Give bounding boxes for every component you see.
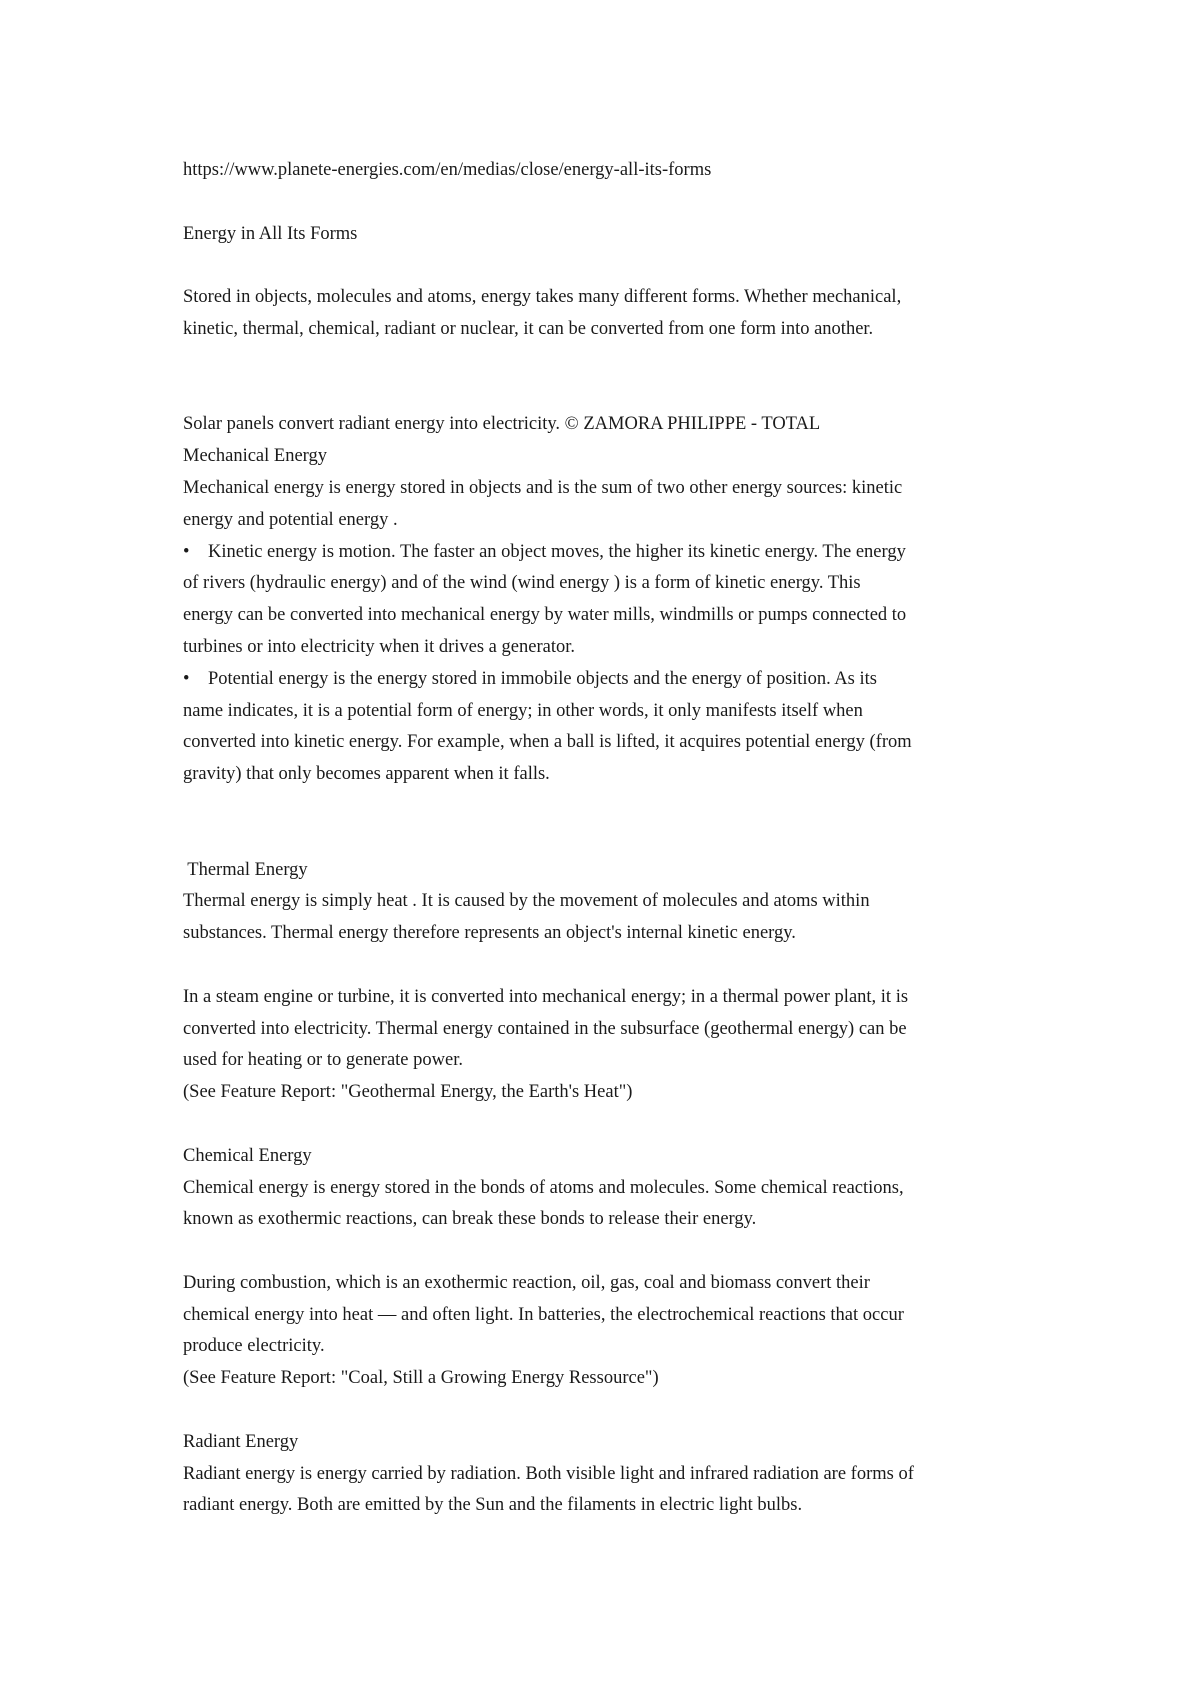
document-title: Energy in All Its Forms — [183, 223, 358, 244]
text-line: Mechanical energy is energy stored in objects and is the sum of two other energy sources: kinetic — [183, 477, 903, 498]
spacer — [183, 346, 1043, 410]
text-line: • Potential energy is the energy stored in immobile objects and the energy of position. As its — [183, 668, 877, 689]
text-line: used for heating or to generate power. — [183, 1050, 463, 1071]
text-line: converted into kinetic energy. For example, when a ball is lifted, it acquires potential energy (from — [183, 732, 912, 753]
spacer — [183, 1109, 1043, 1141]
chemical-body-1 — [183, 1173, 1043, 1237]
potential-bullet — [183, 664, 1043, 791]
chemical-see-also: (See Feature Report: "Coal, Still a Growing Energy Ressource") — [183, 1368, 659, 1389]
text-line: chemical energy into heat — and often light. In batteries, the electrochemical reactions that occur — [183, 1304, 904, 1325]
thermal-body-2 — [183, 982, 1043, 1077]
spacer — [183, 1236, 1043, 1268]
intro-paragraph — [183, 282, 1043, 346]
thermal-see-also: (See Feature Report: "Geothermal Energy, the Earth's Heat") — [183, 1082, 633, 1103]
mechanical-body — [183, 473, 1043, 537]
spacer — [183, 187, 1043, 219]
radiant-body — [183, 1459, 1043, 1523]
text-line: Thermal energy is simply heat . It is caused by the movement of molecules and atoms within — [183, 891, 870, 912]
text-line: During combustion, which is an exothermic reaction, oil, gas, coal and biomass convert their — [183, 1272, 870, 1293]
spacer — [183, 250, 1043, 282]
text-line: Chemical energy is energy stored in the bonds of atoms and molecules. Some chemical reactions, — [183, 1177, 904, 1198]
text-line: energy can be converted into mechanical energy by water mills, windmills or pumps connected to — [183, 605, 907, 626]
text-line: • Kinetic energy is motion. The faster an object moves, the higher its kinetic energy. The energy — [183, 541, 906, 562]
text-line: radiant energy. Both are emitted by the Sun and the filaments in electric light bulbs. — [183, 1495, 803, 1516]
text-line: In a steam engine or turbine, it is converted into mechanical energy; in a thermal power plant, it is — [183, 986, 909, 1007]
thermal-heading: Thermal Energy — [183, 859, 308, 880]
image-caption: Solar panels convert radiant energy into electricity. © ZAMORA PHILIPPE - TOTAL — [183, 414, 821, 435]
chemical-heading: Chemical Energy — [183, 1145, 312, 1166]
source-url: https://www.planete-energies.com/en/medias/close/energy-all-its-forms — [183, 160, 712, 180]
kinetic-bullet — [183, 537, 1043, 664]
thermal-body-1 — [183, 886, 1043, 950]
text-line: substances. Thermal energy therefore represents an object's internal kinetic energy. — [183, 923, 796, 944]
text-line: gravity) that only becomes apparent when it falls. — [183, 764, 550, 785]
text-line: Stored in objects, molecules and atoms, energy takes many different forms. Whether mechanical, — [183, 287, 902, 308]
text-line: converted into electricity. Thermal energy contained in the subsurface (geothermal energy) can be — [183, 1018, 907, 1039]
spacer — [183, 1395, 1043, 1427]
text-line: turbines or into electricity when it drives a generator. — [183, 636, 575, 657]
text-line: produce electricity. — [183, 1336, 325, 1357]
text-line: name indicates, it is a potential form of energy; in other words, it only manifests itself when — [183, 700, 863, 721]
spacer — [183, 791, 1043, 855]
text-line: Radiant energy is energy carried by radiation. Both visible light and infrared radiation are forms of — [183, 1463, 914, 1484]
text-line: energy and potential energy . — [183, 509, 398, 530]
spacer — [183, 950, 1043, 982]
document-page — [183, 155, 1043, 1522]
radiant-heading: Radiant Energy — [183, 1431, 299, 1452]
chemical-body-2 — [183, 1268, 1043, 1363]
text-line: kinetic, thermal, chemical, radiant or nuclear, it can be converted from one form into another. — [183, 318, 874, 339]
text-line: known as exothermic reactions, can break these bonds to release their energy. — [183, 1209, 757, 1230]
mechanical-heading: Mechanical Energy — [183, 446, 327, 467]
text-line: of rivers (hydraulic energy) and of the wind (wind energy ) is a form of kinetic energy. This — [183, 573, 861, 594]
